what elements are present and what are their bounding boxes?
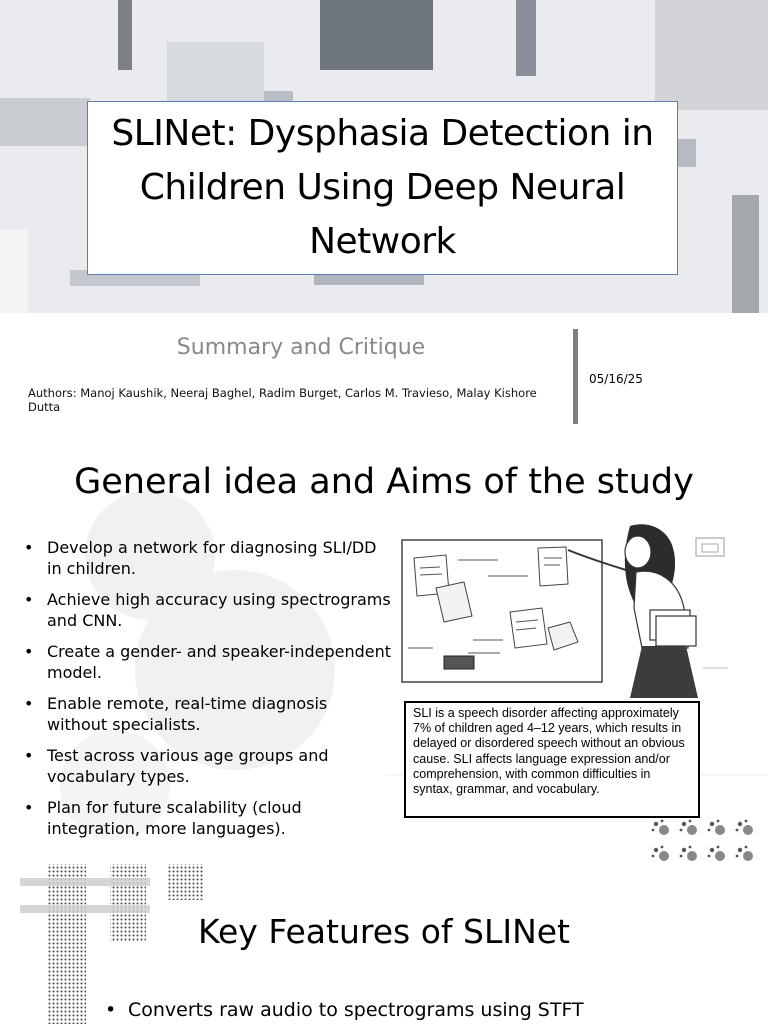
decor-block xyxy=(678,139,696,167)
presentation-subtitle: Summary and Critique xyxy=(176,335,426,360)
aims-heading: General idea and Aims of the study xyxy=(74,462,694,502)
list-item: • Create a gender- and speaker-independent model. xyxy=(22,641,392,683)
title-box xyxy=(87,101,678,275)
decor-block xyxy=(314,275,424,285)
woman-presenting-board-illustration xyxy=(398,518,738,708)
title-slide xyxy=(0,0,768,313)
decor-block xyxy=(732,195,759,313)
decor-block xyxy=(167,42,264,102)
aims-bullet-list xyxy=(22,537,392,849)
authors-line: Authors: Manoj Kaushik, Neeraj Baghel, Radim Burget, Carlos M. Travieso, Malay Kishore Dutta xyxy=(28,386,537,414)
decor-block xyxy=(320,0,433,70)
features-bullet-list xyxy=(105,998,584,1022)
decor-dots-pattern xyxy=(650,818,760,864)
decor-block xyxy=(0,230,28,313)
sli-info-box: SLI is a speech disorder affecting approximately 7% of children aged 4–12 years, which results in delayed or disordered speech without an obvious cause. SLI affects language expression and/or comprehension, with common difficulties in syntax, grammar, and vocabulary. xyxy=(404,701,700,818)
presentation-title: SLINet: Dysphasia Detection in Children Using Deep Neural Network xyxy=(111,113,654,262)
decor-block xyxy=(516,0,536,76)
features-heading: Key Features of SLINet xyxy=(198,912,570,951)
decor-block xyxy=(655,0,768,110)
list-item: • Converts raw audio to spectrograms using STFT xyxy=(105,998,584,1022)
decor-block xyxy=(0,98,90,146)
presentation-date: 05/16/25 xyxy=(589,372,643,386)
list-item: • Achieve high accuracy using spectrograms and CNN. xyxy=(22,589,392,631)
vertical-divider xyxy=(573,329,578,424)
subtitle-area xyxy=(0,313,768,445)
list-item: • Test across various age groups and vocabulary types. xyxy=(22,745,392,787)
decor-block xyxy=(118,0,132,70)
list-item: • Develop a network for diagnosing SLI/DD in children. xyxy=(22,537,392,579)
list-item: • Enable remote, real-time diagnosis without specialists. xyxy=(22,693,392,735)
list-item: • Plan for future scalability (cloud integration, more languages). xyxy=(22,797,392,839)
